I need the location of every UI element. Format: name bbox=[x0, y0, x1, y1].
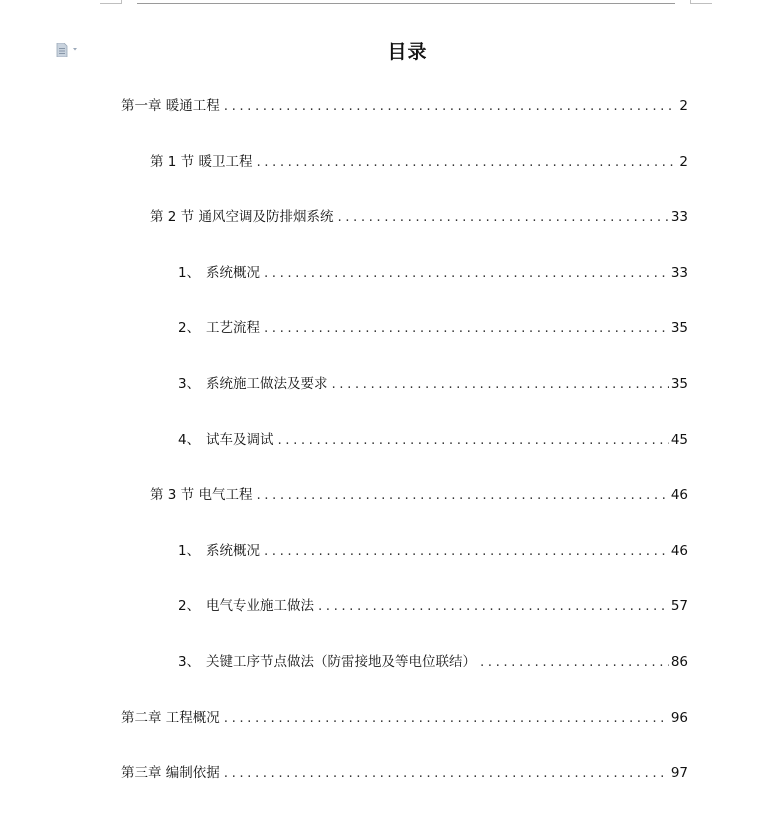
toc-entry-text: 第 1 节 暖卫工程 bbox=[150, 154, 253, 170]
toc-entry-number: 2、 bbox=[178, 598, 201, 614]
toc-dot-leader bbox=[278, 431, 669, 449]
toc-entry-page-number: 35 bbox=[670, 376, 688, 392]
toc-entry-number: 3、 bbox=[178, 376, 201, 392]
toc-entry-page-number: 57 bbox=[670, 598, 688, 614]
toc-entry-number: 4、 bbox=[178, 432, 201, 448]
toc-entry-number: 3、 bbox=[178, 654, 201, 670]
toc-entry[interactable] bbox=[0, 319, 688, 337]
toc-entry-label bbox=[121, 97, 220, 115]
toc-entry-label bbox=[150, 208, 333, 226]
toc-entry-text: 系统施工做法及要求 bbox=[206, 376, 328, 392]
toc-entry-label bbox=[178, 319, 260, 337]
toc-entry-page-number: 96 bbox=[670, 710, 688, 726]
toc-entry-text: 第 3 节 电气工程 bbox=[150, 487, 253, 503]
toc-entry-label bbox=[150, 153, 252, 171]
toc-entry-label bbox=[121, 764, 220, 782]
toc-entry-text: 系统概况 bbox=[206, 265, 260, 281]
toc-dot-leader bbox=[256, 153, 677, 171]
toc-entry-text: 系统概况 bbox=[206, 543, 260, 559]
toc-entry-page-number: 2 bbox=[679, 98, 688, 114]
toc-entry-text: 工艺流程 bbox=[206, 320, 260, 336]
toc-entry[interactable] bbox=[0, 653, 688, 671]
toc-entry[interactable] bbox=[0, 709, 688, 727]
toc-entry-label bbox=[178, 375, 328, 393]
toc-entry-text: 试车及调试 bbox=[206, 432, 274, 448]
toc-entry[interactable] bbox=[0, 208, 688, 226]
toc-entry-text: 第二章 工程概况 bbox=[121, 710, 220, 726]
toc-dot-leader bbox=[264, 264, 669, 282]
toc-dot-leader bbox=[224, 764, 669, 782]
toc-dot-leader bbox=[480, 653, 669, 671]
toc-entry[interactable] bbox=[0, 486, 688, 504]
toc-entry-page-number: 97 bbox=[670, 765, 688, 781]
toc-dot-leader bbox=[332, 375, 669, 393]
toc-entry-text: 关键工序节点做法（防雷接地及等电位联结） bbox=[206, 654, 476, 670]
toc-entry-label bbox=[178, 597, 314, 615]
toc-dot-leader bbox=[264, 542, 669, 560]
toc-entry-text: 第一章 暖通工程 bbox=[121, 98, 220, 114]
toc-entry[interactable] bbox=[0, 764, 688, 782]
toc-entry[interactable] bbox=[0, 542, 688, 560]
toc-entry[interactable] bbox=[0, 264, 688, 282]
toc-entry-label bbox=[178, 264, 260, 282]
toc-dot-leader bbox=[318, 597, 669, 615]
toc-entry-text: 第三章 编制依据 bbox=[121, 765, 220, 781]
toc-entry-text: 第 2 节 通风空调及防排烟系统 bbox=[150, 209, 334, 225]
toc-entry[interactable] bbox=[0, 153, 688, 171]
toc-entry-page-number: 46 bbox=[670, 543, 688, 559]
toc-entry-page-number: 33 bbox=[670, 209, 688, 225]
toc-entry-page-number: 86 bbox=[670, 654, 688, 670]
toc-entry-label bbox=[178, 431, 274, 449]
toc-entry[interactable] bbox=[0, 375, 688, 393]
toc-entry-label bbox=[121, 709, 220, 727]
toc-entry-number: 1、 bbox=[178, 543, 201, 559]
toc-entry-label bbox=[150, 486, 252, 504]
toc-dot-leader bbox=[337, 208, 668, 226]
toc-dot-leader bbox=[256, 486, 668, 504]
toc-dot-leader bbox=[224, 709, 669, 727]
toc-dot-leader bbox=[264, 319, 669, 337]
toc-entry-page-number: 35 bbox=[670, 320, 688, 336]
toc-entry-page-number: 33 bbox=[670, 265, 688, 281]
toc-entry[interactable] bbox=[0, 97, 688, 115]
toc-entry-label bbox=[178, 542, 260, 560]
toc-entry[interactable] bbox=[0, 597, 688, 615]
toc-entry-page-number: 45 bbox=[670, 432, 688, 448]
toc-entry-label bbox=[178, 653, 476, 671]
toc-entry[interactable] bbox=[0, 431, 688, 449]
toc-entry-page-number: 2 bbox=[679, 154, 688, 170]
toc-dot-leader bbox=[224, 97, 678, 115]
toc-entry-number: 2、 bbox=[178, 320, 201, 336]
toc-entry-text: 电气专业施工做法 bbox=[206, 598, 314, 614]
toc-entry-page-number: 46 bbox=[670, 487, 688, 503]
document-title: 目录 bbox=[387, 41, 428, 63]
toc-entry-number: 1、 bbox=[178, 265, 201, 281]
